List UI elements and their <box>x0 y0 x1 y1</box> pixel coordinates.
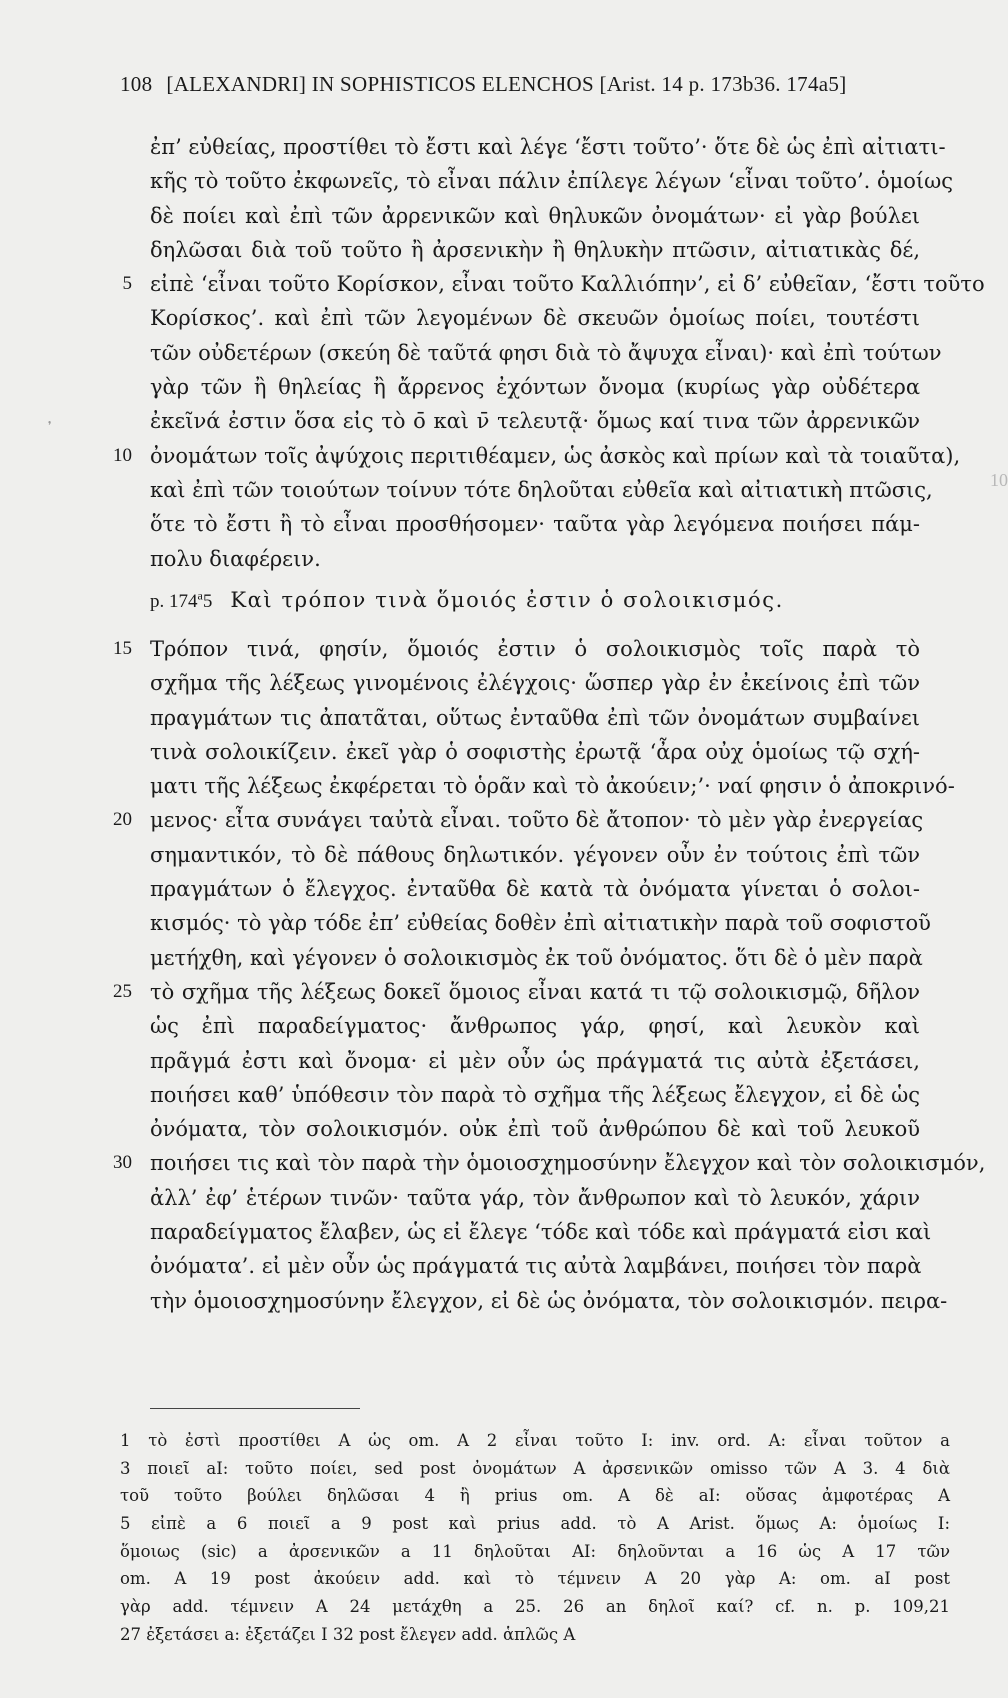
text-line <box>150 1181 920 1215</box>
apparatus-line: 3 ποιεῖ aI: τοῦτο ποίει, sed post ὀνομάτων A ἀρσενικῶν omisso τῶν A 3. 4 διὰ <box>120 1458 950 1478</box>
text-line <box>150 370 920 404</box>
line-text: εἰπὲ ‘εἶναι τοῦτο Κορίσκον, εἶναι τοῦτο Καλλιόπην’, εἰ δ’ εὐθεῖαν, ‘ἔστι τοῦτο <box>150 272 985 297</box>
text-line <box>150 941 923 975</box>
line-text: ὀνόματα, τὸν σολοικισμόν. οὐκ ἐπὶ τοῦ ἀνθρώπου δὲ καὶ τοῦ λευκοῦ <box>150 1117 920 1142</box>
line-text: Κορίσκος’. καὶ ἐπὶ τῶν λεγομένων δὲ σκευῶν ὁμοίως ποίει, τουτέστι <box>150 306 920 331</box>
apparatus-line: ὅμοιως (sic) a ἀρσενικῶν a 11 δηλοῦται AI: δηλοῦνται a 16 ὡς A 17 τῶν <box>120 1541 950 1561</box>
text-line <box>150 838 920 872</box>
text-line <box>150 1044 920 1078</box>
text-line <box>113 975 920 1009</box>
text-line <box>150 1284 948 1318</box>
line-text: ποιήσει τις καὶ τὸν παρὰ τὴν ὁμοιοσχημοσύνην ἔλεγχον καὶ τὸν σολοικισμόν, <box>150 1151 986 1176</box>
line-text: σημαντικόν, τὸ δὲ πάθους δηλωτικόν. γέγονεν οὖν ἐν τούτοις ἐπὶ τῶν <box>150 842 920 867</box>
text-line <box>150 507 920 541</box>
facing-page-bleed: 10 <box>990 470 1008 490</box>
text-line <box>150 906 931 940</box>
text-line <box>113 803 924 837</box>
gutter-mark: ᾽ <box>45 420 54 441</box>
apparatus-line: 1 τὸ ἐστὶ προστίθει A ὡς om. A 2 εἶναι τοῦτο I: inv. ord. A: εἶναι τοῦτον a <box>120 1431 950 1450</box>
line-text: πρᾶγμά ἐστι καὶ ὄνομα· εἰ μὲν οὖν ὡς πράγματά τις αὐτὰ ἐξετάσει, <box>150 1048 920 1073</box>
line-text: κισμός· τὸ γὰρ τόδε ἐπ’ εὐθείας δοθὲν ἐπὶ αἰτιατικὴν παρὰ τοῦ σοφιστοῦ <box>150 911 931 936</box>
text-line <box>150 1112 920 1146</box>
line-text: παραδείγματος ἔλαβεν, ὡς εἰ ἔλεγε ‘τόδε καὶ τόδε καὶ πράγματά εἰσι καὶ <box>150 1220 932 1245</box>
text-line <box>150 735 920 769</box>
text-line <box>150 233 920 267</box>
line-number: 30 <box>113 1152 132 1174</box>
line-text: ποιήσει καθ’ ὑπόθεσιν τὸν παρὰ τὸ σχῆμα τῆς λέξεως ἔλεγχον, εἰ δὲ ὡς <box>150 1082 920 1107</box>
line-text: ὡς ἐπὶ παραδείγματος· ἄνθρωπος γάρ, φησί, καὶ λευκὸν καὶ <box>150 1014 920 1039</box>
text-line <box>150 1249 920 1283</box>
running-head <box>120 72 847 97</box>
line-text: πολυ διαφέρειν. <box>150 546 321 571</box>
text-line <box>150 301 920 335</box>
line-text: μετήχθη, καὶ γέγονεν ὁ σολοικισμὸς ἐκ τοῦ ὀνόματος. ὅτι δὲ ὁ μὲν παρὰ <box>150 945 923 970</box>
text-line <box>150 1215 932 1249</box>
line-text: σχῆμα τῆς λέξεως γινομένοις ἐλέγχοις· ὥσπερ γὰρ ἐν ἐκείνοις ἐπὶ τῶν <box>150 671 920 696</box>
line-number: 20 <box>113 809 132 831</box>
main-text-block-1 <box>113 130 985 576</box>
text-line <box>150 1009 920 1043</box>
footnote-rule <box>150 1408 360 1409</box>
text-line <box>150 164 954 198</box>
running-title: [ALEXANDRI] IN SOPHISTICOS ELENCHOS [Arist. 14 p. 173b36. 174a5] <box>166 72 847 96</box>
line-text: γὰρ τῶν ἢ θηλείας ἢ ἄρρενος ἐχόντων ὄνομα (κυρίως γὰρ οὐδέτερα <box>150 375 920 400</box>
line-text: τῶν οὐδετέρων (σκεύη δὲ ταῦτά φησι διὰ τὸ ἄψυχα εἶναι)· καὶ ἐπὶ τούτων <box>150 340 942 365</box>
text-line <box>113 439 961 473</box>
apparatus-line: om. A 19 post ἀκούειν add. καὶ τὸ τέμνειν A 20 γὰρ A: om. aI post <box>120 1569 950 1589</box>
main-text-block-2 <box>113 632 986 1318</box>
apparatus-line: 27 ἐξετάσει a: ἐξετάζει I 32 post ἔλεγεν add. ἁπλῶς A <box>120 1624 576 1644</box>
line-text: ματι τῆς λέξεως ἐκφέρεται τὸ ὁρᾶν καὶ τὸ ἀκούειν;’· ναί φησιν ὁ ἀποκρινό- <box>150 774 955 799</box>
critical-apparatus <box>120 1427 950 1649</box>
lemma-text: Καὶ τρόπον τινὰ ὅμοιός ἐστιν ὁ σολοικισμός. <box>230 588 784 612</box>
line-text: Τρόπον τινά, φησίν, ὅμοιός ἐστιν ὁ σολοικισμὸς τοῖς παρὰ τὸ <box>150 637 920 661</box>
line-number: 15 <box>113 638 132 659</box>
lemma-heading <box>150 588 784 613</box>
text-line <box>150 666 920 700</box>
line-text: ἐκεῖνά ἐστιν ὅσα εἰς τὸ ο̄ καὶ ν̄ τελευτᾷ· ὅμως καί τινα τῶν ἀρρενικῶν <box>150 409 920 434</box>
apparatus-line: γὰρ add. τέμνειν A 24 μετάχθη a 25. 26 an δηλοῖ καί? cf. n. p. 109,21 <box>120 1597 950 1617</box>
text-line <box>150 199 920 233</box>
text-line <box>113 632 920 666</box>
text-line <box>150 404 920 438</box>
text-line <box>150 769 955 803</box>
line-text: πραγμάτων ὁ ἔλεγχος. ἐνταῦθα δὲ κατὰ τὰ ὀνόματα γίνεται ὁ σολοι- <box>150 877 920 902</box>
apparatus-line: 5 εἰπὲ a 6 ποιεῖ a 9 post καὶ prius add. τὸ A Arist. ὅμως A: ὁμοίως I: <box>120 1514 950 1534</box>
apparatus-line: τοῦ τοῦτο βούλει δηλῶσαι 4 ἢ prius om. A δὲ aI: οὔσας ἀμφοτέρας A <box>120 1486 950 1506</box>
text-line <box>150 701 920 735</box>
text-line <box>150 542 920 576</box>
line-text: ὀνομάτων τοῖς ἀψύχοις περιτιθέαμεν, ὡς ἀσκὸς καὶ πρίων καὶ τὰ τοιαῦτα), <box>150 443 961 468</box>
text-line <box>150 1078 920 1112</box>
lemma-reference: p. 174$^a$5 <box>150 588 213 612</box>
line-text: δηλῶσαι διὰ τοῦ τοῦτο ἢ ἀρσενικὴν ἢ θηλυκὴν πτῶσιν, αἰτιατικὰς δέ, <box>150 237 920 262</box>
line-number: 5 <box>122 273 132 295</box>
line-text: καὶ ἐπὶ τῶν τοιούτων τοίνυν τότε δηλοῦται εὐθεῖα καὶ αἰτιατικὴ πτῶσις, <box>150 477 933 502</box>
line-text: τινὰ σολοικίζειν. ἐκεῖ γὰρ ὁ σοφιστὴς ἐρωτᾷ ‘ἆρα οὐχ ὁμοίως τῷ σχή- <box>150 739 920 764</box>
text-line <box>113 1146 986 1180</box>
line-text: ἀλλ’ ἐφ’ ἑτέρων τινῶν· ταῦτα γάρ, τὸν ἄνθρωπον καὶ τὸ λευκόν, χάριν <box>150 1185 920 1210</box>
line-text: τὸ σχῆμα τῆς λέξεως δοκεῖ ὅμοιος εἶναι κατά τι τῷ σολοικισμῷ, δῆλον <box>150 979 920 1004</box>
line-text: τὴν ὁμοιοσχημοσύνην ἔλεγχον, εἰ δὲ ὡς ὀνόματα, τὸν σολοικισμόν. πειρα- <box>150 1288 948 1313</box>
text-line <box>150 130 946 164</box>
line-number: 10 <box>113 444 132 466</box>
text-line <box>150 872 920 906</box>
line-text: κῆς τὸ τοῦτο ἐκφωνεῖς, τὸ εἶναι πάλιν ἐπίλεγε λέγων ‘εἶναι τοῦτο’. ὁμοίως <box>150 169 954 194</box>
text-line <box>122 267 985 301</box>
line-text: πραγμάτων τις ἀπατᾶται, οὕτως ἐνταῦθα ἐπὶ τῶν ὀνομάτων συμβαίνει <box>150 705 920 730</box>
page-number: 108 <box>120 72 153 96</box>
line-text: μενος· εἶτα συνάγει ταὐτὰ εἶναι. τοῦτο δὲ ἄτοπον· τὸ μὲν γὰρ ἐνεργείας <box>150 808 924 833</box>
line-text: ὅτε τὸ ἔστι ἢ τὸ εἶναι προσθήσομεν· ταῦτα γὰρ λεγόμενα ποιήσει πάμ- <box>150 512 920 537</box>
line-text: δὲ ποίει καὶ ἐπὶ τῶν ἀρρενικῶν καὶ θηλυκῶν ὀνομάτων· εἰ γὰρ βούλει <box>150 203 920 228</box>
text-line <box>150 473 933 507</box>
line-text: ἐπ’ εὐθείας, προστίθει τὸ ἔστι καὶ λέγε ‘ἔστι τοῦτο’· ὅτε δὲ ὡς ἐπὶ αἰτιατι- <box>150 135 946 159</box>
text-line <box>150 336 942 370</box>
line-number: 25 <box>113 980 132 1002</box>
line-text: ὀνόματα’. εἰ μὲν οὖν ὡς πράγματά τις αὐτὰ λαμβάνει, ποιήσει τὸν παρὰ <box>150 1254 922 1279</box>
